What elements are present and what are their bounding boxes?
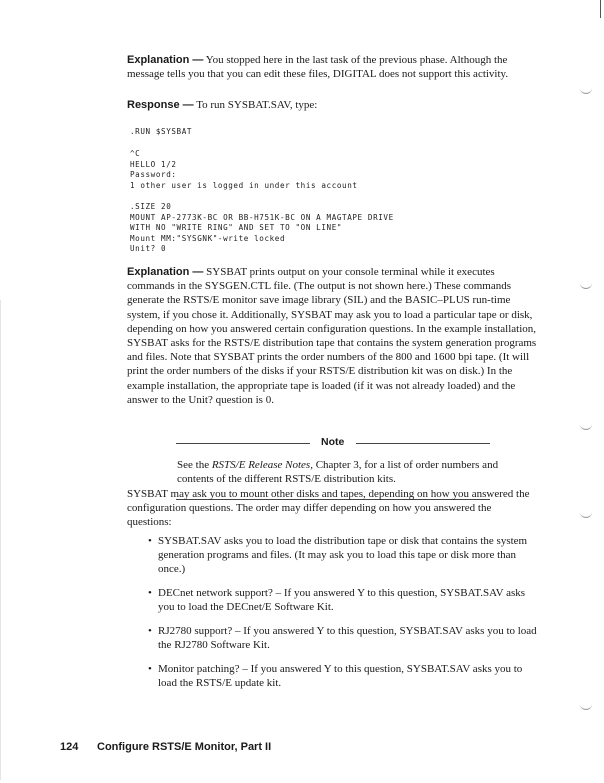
explanation-paragraph-1 <box>127 53 537 81</box>
note-text-start: See the <box>177 459 212 471</box>
explanation-label: Explanation — <box>127 54 204 66</box>
margin-mark <box>580 424 592 430</box>
explanation-paragraph-2 <box>127 265 537 407</box>
note-reference-title: RSTS/E Release Notes <box>211 459 311 471</box>
margin-mark <box>580 88 592 94</box>
response-text: To run SYSBAT.SAV, type: <box>193 99 318 111</box>
binding-edge <box>0 300 1 780</box>
explanation-label: Explanation — <box>127 266 204 278</box>
response-label: Response — <box>127 99 194 111</box>
margin-mark <box>580 704 592 710</box>
note-rule-right <box>356 443 490 444</box>
margin-mark <box>580 512 592 518</box>
explanation-text: You stopped here in the last task of the previous phase. Although the message tells you that you can edit these files, DIGITAL does not support this activity. <box>127 54 509 81</box>
question-list <box>148 534 538 700</box>
intro-paragraph <box>127 487 537 530</box>
note-rule-left <box>176 443 310 444</box>
terminal-command: .RUN $SYSBAT <box>130 127 193 136</box>
page-edge-mark <box>600 0 601 18</box>
list-item: • DECnet network support? – If you answered Y to this question, SYSBAT.SAV asks you to load the DECnet/E Software Kit. <box>148 586 538 614</box>
page-footer <box>60 741 271 753</box>
list-item: • RJ2780 support? – If you answered Y to this question, SYSBAT.SAV asks you to load the RJ2780 Software Kit. <box>148 624 538 652</box>
page-number: 124 <box>60 741 79 753</box>
terminal-output: ^C HELLO 1/2 Password: 1 other user is logged in under this account .SIZE 20 MOUNT AP-2773K-BC OR BB-H751K-BC ON A MAGTAPE DRIVE WITH NO "WRITE RING" AND SET TO "ON LINE" Mount MM:"SYSGNK"-write locked Unit? 0 <box>130 149 394 254</box>
note-title: Note <box>321 436 345 448</box>
footer-title: Configure RSTS/E Monitor, Part II <box>97 741 272 753</box>
response-paragraph <box>127 98 537 112</box>
explanation-text: SYSBAT prints output on your console terminal while it executes commands in the SYSGEN.CTL file. (The output is not shown here.) These commands generate the RSTS/E monitor save image library (SIL) and the BASIC–PLUS run-time system, if you chose it. Additionally, SYSBAT may ask you to load a particular tape or disk, depending on how you answered certain configuration questions. In the example installation, SYSBAT asks for the RSTS/E distribution tape that contains the system generation programs and files. Note that SYSBAT prints the order numbers of the 800 and 1600 bpi tape. (It will print the order numbers of the disks if your RSTS/E distribution kit was on disk.) In the example installation, the appropriate tape is loaded (if it was not already loaded) and the answer to the Unit? question is 0. <box>127 266 537 406</box>
note-text <box>177 458 517 486</box>
note-text-end: , Chapter 3, for a list of order numbers and contents of the different RSTS/E distribution kits. <box>177 459 499 486</box>
margin-mark <box>580 283 592 289</box>
list-item: • SYSBAT.SAV asks you to load the distribution tape or disk that contains the system generation programs and files. (It may ask you to load this tape or disk more than once.) <box>148 534 538 577</box>
list-item: • Monitor patching? – If you answered Y to this question, SYSBAT.SAV asks you to load the RSTS/E update kit. <box>148 662 538 690</box>
intro-text: SYSBAT may ask you to mount other disks and tapes, depending on how you answered the configuration questions. The order may differ depending on how you answered the questions: <box>127 488 530 529</box>
